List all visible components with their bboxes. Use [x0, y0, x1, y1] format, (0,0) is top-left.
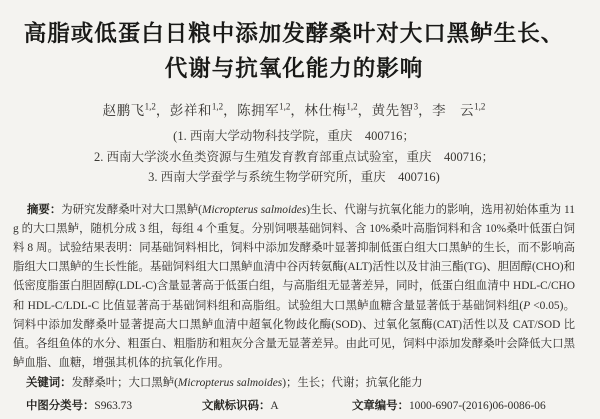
title-line-2: 代谢与抗氧化能力的影响 — [164, 56, 424, 81]
title-line-1: 高脂或低蛋白日粮中添加发酵桑叶对大口黑鲈生长、 — [23, 21, 565, 46]
footer-row — [13, 397, 575, 416]
author-affiliation-superscript: 1,2 — [279, 101, 291, 112]
latin-italic-text: Micropterus salmoides — [201, 203, 307, 216]
doc-code-label: 文献标识码： — [202, 400, 271, 413]
article-id-value: 1000-6907-(2016)06-0086-06 — [408, 400, 546, 413]
author-affiliation-superscript: 1,2 — [474, 101, 486, 112]
latin-italic-text: P — [523, 299, 531, 312]
doc-code-item — [202, 397, 352, 416]
text-run: <0.05)。饲料中添加发酵桑叶显著提高大口黑鲈血清中超氧化物歧化酶(SOD)、过氧化氢酶(CAT)活性以及 CAT/SOD 比值。各组鱼体的水分、粗蛋白、粗脂肪和粗灰分含量无显著差异。由此可见，饲料中添加发酵桑叶会降低大口黑鲈血脂、血糖，增强其机体的抗氧化作用。 — [13, 299, 575, 370]
keywords-label: 关键词： — [26, 377, 72, 390]
page-title — [13, 16, 575, 86]
author-affiliation-superscript: 1,2 — [211, 101, 224, 112]
author-name: 彭祥和 — [169, 103, 212, 118]
author-name: 陈拥军 — [237, 103, 280, 118]
affiliations-block — [13, 126, 575, 188]
author-name: 林仕梅 — [304, 103, 347, 118]
affiliation-line-2: 2. 西南大学淡水鱼类资源与生殖发育教育部重点试验室，重庆 400716； — [93, 149, 494, 164]
latin-italic-text: Micropterus salmoides — [177, 377, 283, 390]
affiliation-line-3: 3. 西南大学蚕学与系统生物学研究所，重庆 400716) — [148, 170, 440, 184]
author-affiliation-superscript: 1,2 — [144, 101, 156, 112]
author-name: 赵鹏飞 — [102, 103, 145, 118]
clc-value: S963.73 — [94, 400, 133, 413]
clc-item — [26, 397, 202, 416]
author-line: 赵鹏飞$^{1,2}$，彭祥和$^{1,2}$，陈拥军$^{1,2}$，林仕梅$^{1,2}$，黄先智$^3$，李 云$^{1,2}$ — [102, 101, 486, 118]
doc-code-value: A — [270, 400, 279, 413]
affiliation-line-1: (1. 西南大学动物科技学院，重庆 400716； — [173, 129, 415, 143]
text-run: 为研究发酵桑叶对大口黑鲈( — [61, 203, 202, 216]
abstract-paragraph — [13, 201, 575, 374]
text-run: )；生长；代谢；抗氧化能力 — [282, 377, 423, 390]
author-name: 黄先智 — [371, 103, 414, 118]
author-name: 李 云 — [432, 103, 475, 118]
article-id-label: 文章编号： — [352, 400, 409, 413]
article-id-item — [352, 397, 546, 416]
clc-label: 中图分类号： — [26, 400, 95, 413]
text-run: 发酵桑叶；大口黑鲈( — [71, 377, 178, 390]
keywords-line — [13, 374, 575, 393]
keywords-text — [72, 377, 423, 389]
abstract-text — [13, 204, 575, 370]
abstract-label: 摘要： — [27, 203, 62, 216]
author-affiliation-superscript: 1,2 — [346, 101, 358, 112]
author-affiliation-superscript: 3 — [413, 101, 419, 112]
text-run: )生长、代谢与抗氧化能力的影响，选用初始体重为 11 g 的大口黑鲈，随机分成 3 组，每组 4 个重复。分别饲喂基础饲料、含 10%桑叶高脂饲料和含 10%桑叶低蛋白饲料 8 周。试验结果表明：同基础饲料相比，饲料中添加发酵桑叶显著抑制低蛋白组大口黑鲈的生长，而不影响高脂组大口黑鲈的生长性能。基础饲料组大口黑鲈血清中谷丙转氨酶(ALT)活性以及甘油三酯(TG)、胆固醇(CHO)和低密度脂蛋白胆固醇(LDL-C)含量显著高于低蛋白组，与高脂组无显著差异，同时，低蛋白组血清中 HDL-C/CHO 和 HDL-C/LDL-C 比值显著高于基础饲料组和高脂组。试验组大口黑鲈血糖含量显著低于基础饲料组( — [13, 203, 575, 312]
